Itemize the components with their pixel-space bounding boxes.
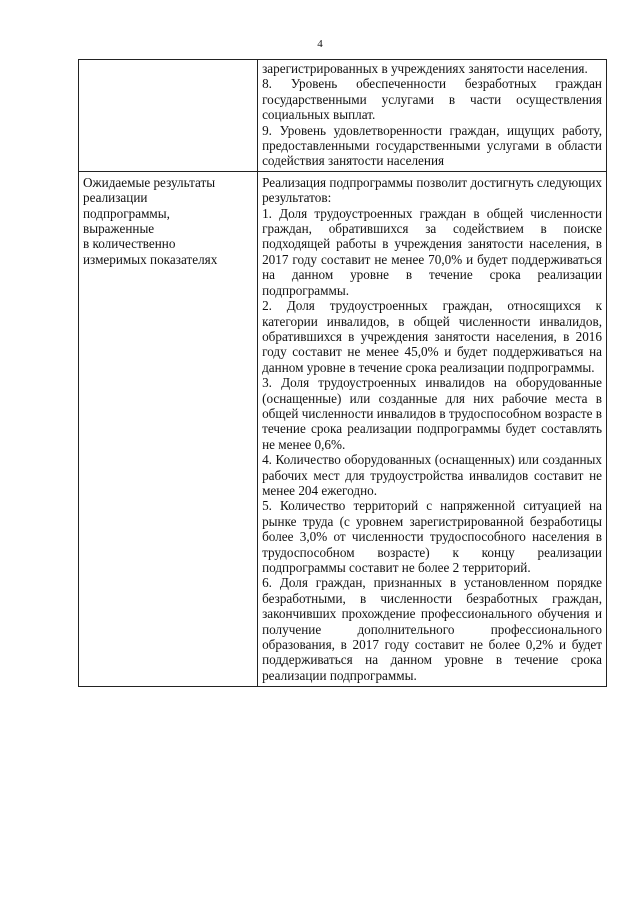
- paragraph: 5. Количество территорий с напряженной ситуацией на рынке труда (с уровнем зарегистрированной безработицы более 3,0% от численности трудоспособного населения в трудоспособном возрасте) к концу реализации подпрограммы составит не более 2 территорий.: [262, 498, 602, 575]
- subprogram-passport-table: [78, 59, 607, 687]
- label-line: подпрограммы,: [83, 205, 170, 221]
- paragraph: 8. Уровень обеспеченности безработных граждан государственными услугами в части осуществления социальных выплат.: [262, 76, 602, 123]
- paragraph: зарегистрированных в учреждениях занятости населения.: [262, 61, 588, 76]
- paragraph: 4. Количество оборудованных (оснащенных) или созданных рабочих мест для трудоустройства инвалидов составит не менее 204 ежегодно.: [262, 452, 602, 498]
- label-line: в количественно: [83, 236, 176, 252]
- paragraph: Реализация подпрограммы позволит достигнуть следующих результатов:: [262, 174, 602, 206]
- table-row: [79, 171, 607, 686]
- table-row: [79, 60, 607, 172]
- label-line: Ожидаемые результаты: [83, 174, 216, 190]
- table-cell-label: [79, 60, 258, 172]
- page-number: 4: [317, 38, 323, 50]
- paragraph: 2. Доля трудоустроенных граждан, относящихся к категории инвалидов, в общей численности инвалидов, обратившихся в учреждения занятости населения, в 2016 году составит не менее 45,0% и будет поддерживаться на данном уровне в течение срока реализации подпрограммы.: [262, 298, 602, 375]
- paragraph: 6. Доля граждан, признанных в установленном порядке безработными, в численности безработных граждан, закончивших прохождение профессионального обучения и получение дополнительного профессионального образования, в 2017 году составит не более 0,2% и будет поддерживаться на данном уровне в течение срока реализации подпрограммы.: [262, 575, 602, 683]
- label-line: измеримых показателях: [83, 251, 218, 267]
- paragraph: 3. Доля трудоустроенных инвалидов на оборудованные (оснащенные) или созданные для них рабочие места в общей численности инвалидов в трудоспособном возрасте в течение срока реализации подпрограммы будет составлять не менее 0,6%.: [262, 375, 603, 452]
- label-line: реализации: [83, 190, 148, 206]
- table-cell-label: [79, 171, 258, 686]
- paragraph: 9. Уровень удовлетворенности граждан, ищущих работу, предоставленными государственными услугами в области содействия занятости населения: [262, 122, 602, 169]
- label-line: выраженные: [83, 221, 155, 237]
- table-cell-content: [258, 60, 607, 172]
- paragraph: 1. Доля трудоустроенных граждан в общей численности граждан, обратившихся за содействием в поиске подходящей работы в учреждения занятости населения, в 2017 году составит не менее 70,0% и будет поддерживаться на данном уровне в течение срока реализации подпрограммы.: [262, 205, 602, 298]
- table-cell-content: [258, 171, 607, 686]
